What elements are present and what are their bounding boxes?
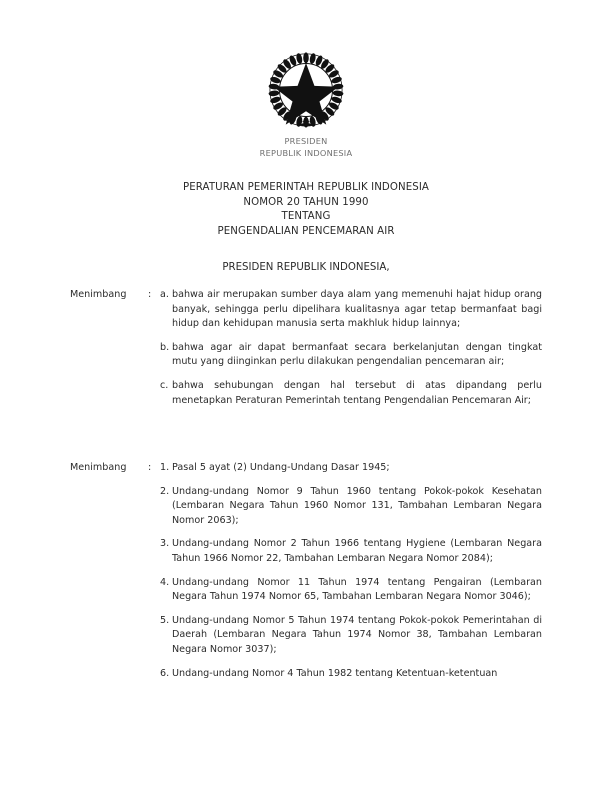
section-row [70, 461, 542, 681]
list-item [160, 288, 542, 332]
list-item-marker: 5. [160, 614, 170, 626]
list-item [160, 341, 542, 370]
list-item [160, 485, 542, 529]
list-item-text: Undang-undang Nomor 11 Tahun 1974 tentang Pengairan (Lembaran Negara Tahun 1974 Nomor 65, Tambahan Lembaran Negara Nomor 3046); [172, 576, 542, 603]
list-item [160, 379, 542, 408]
section-menimbang-legal-basis [70, 461, 542, 681]
section-items [160, 288, 542, 408]
indonesian-presidential-seal-icon [262, 50, 350, 130]
list-item-text: bahwa sehubungan dengan hal tersebut di atas dipandang perlu menetapkan Peraturan Pemerintah tentang Pengendalian Pencemaran Air; [172, 379, 542, 406]
list-item [160, 614, 542, 658]
section-row [70, 288, 542, 408]
list-item-marker: 3. [160, 538, 170, 550]
list-item-text: Undang-undang Nomor 2 Tahun 1966 tentang Hygiene (Lembaran Negara Tahun 1966 Nomor 22, Tambahan Lembaran Negara Nomor 2084); [172, 538, 542, 564]
title-line-regulation: PERATURAN PEMERINTAH REPUBLIK INDONESIA [183, 182, 429, 193]
section-label: Menimbang [70, 462, 127, 473]
presidential-seal-block [0, 50, 612, 134]
section-menimbang-considerations [70, 288, 542, 408]
list-item-text: Undang-undang Nomor 9 Tahun 1960 tentang Pokok-pokok Kesehatan (Lembaran Negara Tahun 1960 Nomor 131, Tambahan Lembaran Negara Nomor 2063); [172, 485, 542, 526]
section-colon: : [148, 462, 152, 473]
issuer-line: PRESIDEN REPUBLIK INDONESIA, [222, 262, 390, 273]
emblem-caption [0, 136, 612, 159]
document-title-block [0, 181, 612, 239]
list-item [160, 576, 542, 605]
list-item-text: bahwa agar air dapat bermanfaat secara berkelanjutan dengan tingkat mutu yang diinginkan perlu dilakukan pengendalian pencemaran air; [172, 341, 542, 368]
list-item-text: bahwa air merupakan sumber daya alam yang memenuhi hajat hidup orang banyak, sehingga perlu dipelihara kualitasnya agar tetap bermanfaat bagi hidup dan kehidupan manusia serta makhluk hidup lainnya; [172, 289, 542, 330]
list-item-marker: 4. [160, 576, 170, 588]
list-item-marker: 1. [160, 462, 170, 473]
list-item [160, 537, 542, 566]
list-item-text: Undang-undang Nomor 4 Tahun 1982 tentang Ketentuan-ketentuan [172, 667, 498, 679]
title-line-subject: PENGENDALIAN PENCEMARAN AIR [217, 225, 395, 237]
emblem-caption-line-1: PRESIDEN [284, 136, 328, 146]
list-item [160, 461, 542, 476]
list-item-text: Undang-undang Nomor 5 Tahun 1974 tentang Pokok-pokok Pemerintahan di Daerah (Lembaran Negara Tahun 1974 Nomor 38, Tambahan Lembaran Negara Nomor 3037); [172, 614, 542, 655]
list-item-marker: a. [160, 289, 169, 300]
emblem-caption-line-2: REPUBLIK INDONESIA [259, 147, 353, 158]
list-item-marker: c. [160, 379, 169, 391]
list-item-marker: b. [160, 341, 170, 353]
list-item-text: Pasal 5 ayat (2) Undang-Undang Dasar 1945; [172, 462, 390, 473]
list-item-marker: 2. [160, 485, 170, 497]
title-line-tentang: TENTANG [281, 211, 331, 222]
title-line-number: NOMOR 20 TAHUN 1990 [243, 196, 369, 208]
section-colon: : [148, 289, 152, 300]
section-label: Menimbang [70, 289, 127, 300]
list-item-marker: 6. [160, 667, 170, 679]
list-item [160, 667, 542, 682]
section-items [160, 461, 542, 681]
